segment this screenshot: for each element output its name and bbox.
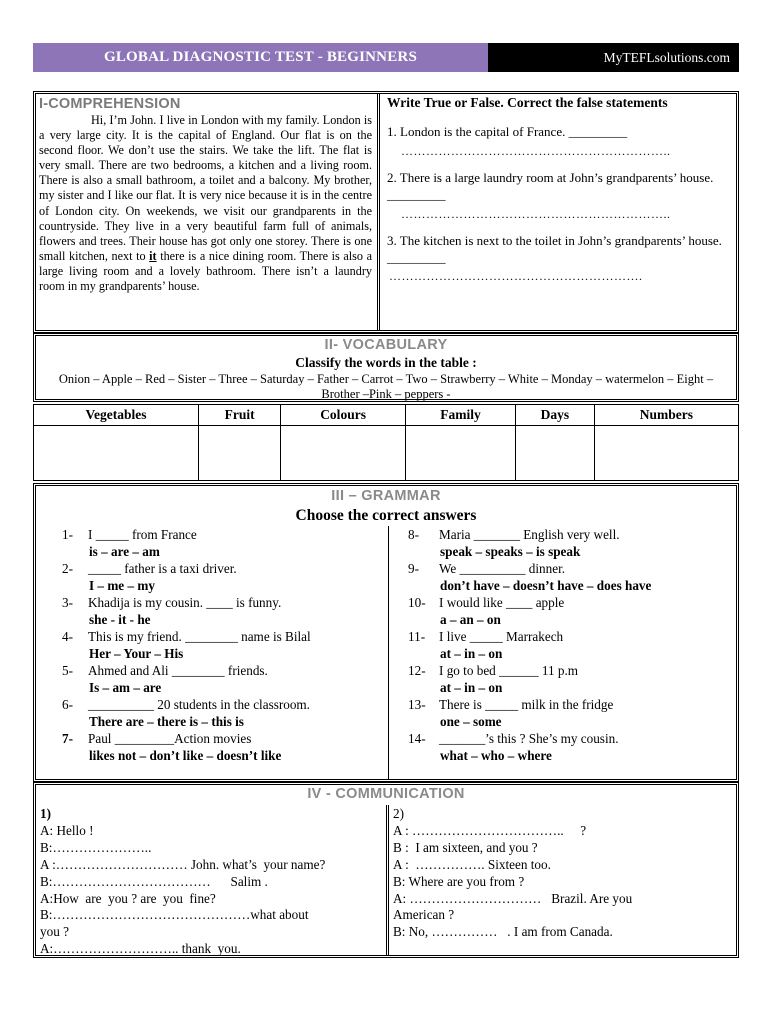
item-number: 13-: [408, 697, 426, 712]
answer-cell-vegetables[interactable]: [34, 426, 199, 481]
page-title: GLOBAL DIAGNOSTIC TEST - BEGINNERS: [33, 43, 488, 72]
column-header-fruit: Fruit: [198, 405, 280, 426]
column-header-numbers: Numbers: [594, 405, 738, 426]
vocabulary-instruction: Classify the words in the table :: [295, 355, 477, 370]
grammar-title: III – GRAMMAR: [331, 488, 441, 504]
column-header-days: Days: [516, 405, 595, 426]
grammar-options[interactable]: don’t have – doesn’t have – does have: [440, 578, 652, 593]
grammar-question[interactable]: I go to bed ______ 11 p.m: [439, 663, 579, 678]
item-number: 3-: [62, 595, 73, 610]
grammar-options[interactable]: speak – speaks – is speak: [440, 544, 581, 559]
item-number: 1-: [62, 527, 73, 542]
grammar-options[interactable]: a – an – on: [440, 612, 501, 627]
grammar-question[interactable]: Ahmed and Ali ________ friends.: [88, 663, 268, 678]
grammar-instruction: Choose the correct answers: [295, 507, 477, 524]
grammar-options[interactable]: at – in – on: [440, 646, 503, 661]
grammar-item: [62, 628, 387, 662]
classification-table: [33, 404, 739, 481]
answer-cell-numbers[interactable]: [594, 426, 738, 481]
passage-emphasis: it: [149, 248, 157, 263]
dialogue-2: [393, 806, 733, 941]
dialogue-line[interactable]: B: No, …………… . I am from Canada.: [393, 924, 613, 940]
dialogue-number: 1): [40, 806, 51, 821]
vocabulary-word-list: Onion – Apple – Red – Sister – Three – Saturday – Father – Carrot – Two – Strawberry – White – Monday – watermelon – Eight – Brother –Pink – peppers -: [58, 372, 714, 401]
item-number: 6-: [62, 697, 73, 712]
table-answer-row: [34, 426, 739, 481]
grammar-question[interactable]: _______’s this ? She’s my cousin.: [439, 731, 619, 746]
table-header-row: [34, 405, 739, 426]
grammar-options[interactable]: There are – there is – this is: [89, 714, 244, 729]
vocabulary-title: II- VOCABULARY: [324, 337, 448, 353]
dialogue-line: A: Hello !: [40, 822, 94, 838]
dialogue-line[interactable]: B:……………………………… Salim .: [40, 873, 268, 889]
grammar-options[interactable]: I – me – my: [89, 578, 155, 593]
tf-answer-line-2[interactable]: ………………………………………………………..: [401, 207, 671, 221]
grammar-options[interactable]: what – who – where: [440, 748, 552, 763]
grammar-question[interactable]: Maria _______ English very well.: [439, 527, 620, 542]
tf-question-3[interactable]: 3. The kitchen is next to the toilet in John’s grandparents’ house. _________: [387, 233, 722, 265]
tf-question-2[interactable]: 2. There is a large laundry room at John’s grandparents’ house. _________: [387, 170, 714, 202]
communication-title: IV - COMMUNICATION: [307, 786, 465, 802]
dialogue-number: 2): [393, 806, 404, 821]
comprehension-section: [33, 91, 739, 333]
item-number: 2-: [62, 561, 73, 576]
grammar-question[interactable]: I _____ from France: [88, 527, 197, 542]
reading-passage: [39, 113, 372, 294]
column-header-colours: Colours: [281, 405, 405, 426]
grammar-question[interactable]: Paul _________Action movies: [88, 731, 252, 746]
grammar-item: [408, 696, 728, 730]
grammar-item: [408, 594, 728, 628]
grammar-question[interactable]: __________ 20 students in the classroom.: [88, 697, 310, 712]
column-header-vegetables: Vegetables: [34, 405, 199, 426]
tf-answer-line-1[interactable]: ………………………………………………………..: [401, 144, 671, 158]
grammar-item: [62, 730, 387, 764]
column-header-family: Family: [405, 405, 515, 426]
grammar-options[interactable]: is – are – am: [89, 544, 160, 559]
grammar-question[interactable]: We __________ dinner.: [439, 561, 566, 576]
header-banner: [33, 43, 739, 72]
true-false-box: [383, 94, 736, 330]
item-number: 11-: [408, 629, 426, 644]
grammar-right-column: [408, 526, 728, 764]
answer-cell-family[interactable]: [405, 426, 515, 481]
grammar-item: [62, 662, 387, 696]
grammar-options[interactable]: one – some: [440, 714, 502, 729]
true-false-instruction: Write True or False. Correct the false statements: [387, 95, 668, 110]
grammar-item: [408, 730, 728, 764]
grammar-question[interactable]: _____ father is a taxi driver.: [88, 561, 237, 576]
item-number: 10-: [408, 595, 426, 610]
item-number: 9-: [408, 561, 419, 576]
grammar-question[interactable]: I live _____ Marrakech: [439, 629, 564, 644]
answer-cell-days[interactable]: [516, 426, 595, 481]
item-number: 5-: [62, 663, 73, 678]
grammar-question[interactable]: I would like ____ apple: [439, 595, 565, 610]
grammar-question[interactable]: This is my friend. ________ name is Bilal: [88, 629, 311, 644]
grammar-options[interactable]: at – in – on: [440, 680, 503, 695]
dialogue-1: [40, 806, 384, 958]
grammar-question[interactable]: Khadija is my cousin. ____ is funny.: [88, 595, 282, 610]
grammar-options[interactable]: Is – am – are: [89, 680, 162, 695]
grammar-left-column: [62, 526, 387, 764]
answer-cell-colours[interactable]: [281, 426, 405, 481]
vocabulary-section: [33, 333, 739, 402]
grammar-item: [408, 560, 728, 594]
dialogue-line: B : I am sixteen, and you ?: [393, 839, 538, 855]
passage-text-part1: Hi, I’m John. I live in London with my family. London is a very large city. It is the capital of England. Our flat is on the second floor. We don’t use the stairs. We take the lift. The flat is very small. There are two bedrooms, a kitchen and a living room. There is also a small bathroom, a toilet and a balcony. My brother, my sister and I like our flat. It is very nice because it is in the centre of London city. On weekends, we visit our grandparents in the countryside. They live in a very beautiful farm full of animals, flowers and trees. Their house has got only one storey. There is one small kitchen, next to: [39, 113, 372, 263]
grammar-item: [408, 628, 728, 662]
communication-section: [33, 782, 739, 958]
reading-passage-box: [36, 94, 380, 330]
dialogue-line[interactable]: B:………………………………………what about: [40, 907, 309, 923]
dialogue-line[interactable]: A : …………………………….. ?: [393, 822, 587, 838]
item-number: 4-: [62, 629, 73, 644]
grammar-item: [62, 526, 387, 560]
grammar-options[interactable]: she - it - he: [89, 612, 151, 627]
grammar-item: [62, 560, 387, 594]
tf-answer-line-3[interactable]: …………………………………………………….: [389, 269, 643, 283]
item-number: 12-: [408, 663, 426, 678]
dialogue-line[interactable]: B:…………………..: [40, 839, 152, 855]
dialogue-line: American ?: [393, 907, 455, 923]
grammar-options[interactable]: likes not – don’t like – doesn’t like: [89, 748, 282, 763]
passage-text-part2: there is a nice dining room. There is also a large living room and a lovely bathroom. There isn’t a laundry room in my grandparents’ house.: [39, 248, 372, 294]
dialogue-line[interactable]: A :………………………… John. what’s your name?: [40, 856, 326, 872]
communication-column-divider: [386, 805, 389, 955]
answer-cell-fruit[interactable]: [198, 426, 280, 481]
item-number: 14-: [408, 731, 426, 746]
site-name: MyTEFLsolutions.com: [488, 43, 739, 72]
grammar-options[interactable]: Her – Your – His: [89, 646, 184, 661]
dialogue-line[interactable]: A: ………………………… Brazil. Are you: [393, 890, 633, 906]
grammar-item: [408, 526, 728, 560]
tf-question-1[interactable]: 1. London is the capital of France. _________: [387, 124, 628, 139]
grammar-item: [408, 662, 728, 696]
grammar-question[interactable]: There is _____ milk in the fridge: [439, 697, 614, 712]
item-number: 8-: [408, 527, 419, 542]
grammar-section: [33, 483, 739, 782]
dialogue-line[interactable]: A:……………………….. thank you.: [40, 941, 241, 957]
grammar-item: [62, 696, 387, 730]
dialogue-line: B: Where are you from ?: [393, 873, 525, 889]
dialogue-line: A:How are you ? are you fine?: [40, 890, 216, 906]
comprehension-title: I-COMPREHENSION: [39, 96, 181, 112]
grammar-column-divider: [388, 526, 389, 779]
item-number: 7-: [62, 731, 73, 746]
dialogue-line: you ?: [40, 924, 69, 940]
grammar-item: [62, 594, 387, 628]
dialogue-line[interactable]: A : ……………. Sixteen too.: [393, 856, 551, 872]
